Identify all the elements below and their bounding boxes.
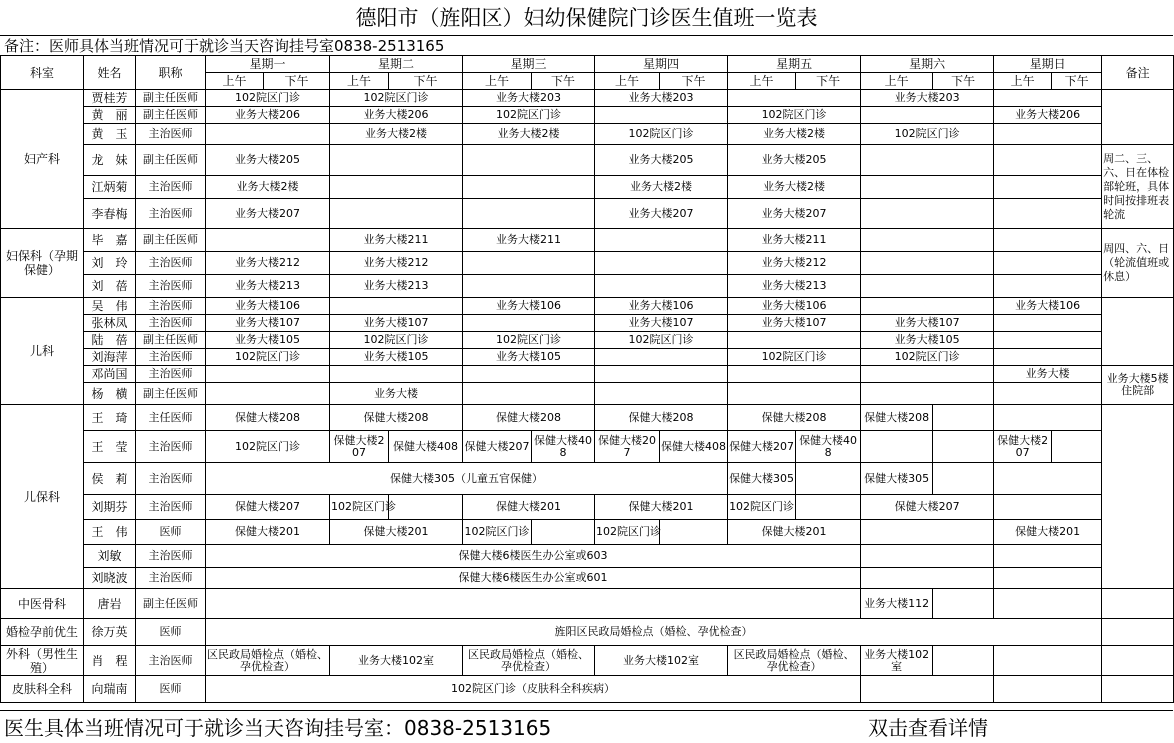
doctor-name: 黄 丽 [84, 107, 136, 124]
duty-cell [206, 383, 330, 405]
col-header-pm: 下午 [660, 73, 728, 90]
duty-cell [463, 252, 595, 275]
duty-cell: 业务大楼203 [861, 90, 994, 107]
duty-cell: 业务大楼105 [330, 349, 463, 366]
duty-cell: 保健大楼207 [861, 495, 994, 520]
duty-cell: 业务大楼207 [728, 199, 861, 229]
duty-cell [861, 568, 994, 589]
duty-cell: 102院区门诊 [595, 520, 660, 545]
duty-cell: 保健大楼201 [206, 520, 330, 545]
duty-cell: 保健大楼208 [728, 405, 861, 431]
duty-cell: 业务大楼2楼 [728, 176, 861, 199]
duty-cell [994, 589, 1102, 619]
duty-cell [994, 463, 1102, 495]
duty-cell: 保健大楼6楼医生办公室或603 [206, 545, 861, 568]
doctor-name: 王 伟 [84, 520, 136, 545]
remark-cell [1102, 90, 1174, 145]
doctor-name: 李春梅 [84, 199, 136, 229]
duty-cell: 保健大楼207 [728, 431, 796, 463]
duty-cell: 业务大楼213 [728, 275, 861, 298]
duty-cell: 业务大楼106 [728, 298, 861, 315]
duty-cell [933, 405, 994, 431]
duty-cell [861, 676, 994, 703]
duty-cell: 业务大楼107 [728, 315, 861, 332]
duty-cell: 保健大楼207 [994, 431, 1052, 463]
duty-cell: 保健大楼201 [994, 520, 1102, 545]
duty-cell: 业务大楼212 [206, 252, 330, 275]
duty-cell: 102院区门诊 [330, 90, 463, 107]
duty-cell: 业务大楼211 [463, 229, 595, 252]
duty-cell: 保健大楼305（儿童五官保健） [206, 463, 728, 495]
footer-bar [0, 710, 1173, 743]
duty-cell [861, 431, 933, 463]
duty-cell [728, 383, 861, 405]
duty-cell: 保健大楼208 [463, 405, 595, 431]
duty-cell [994, 383, 1102, 405]
col-header-name: 姓名 [84, 56, 136, 90]
duty-cell: 旌阳区民政局婚检点（婚检、孕优检查） [206, 619, 1102, 646]
doctor-title: 主治医师 [136, 124, 206, 145]
duty-cell: 业务大楼107 [206, 315, 330, 332]
duty-cell: 保健大楼201 [728, 520, 861, 545]
col-header-pm: 下午 [264, 73, 330, 90]
doctor-name: 贾桂芳 [84, 90, 136, 107]
duty-cell [933, 431, 994, 463]
duty-cell: 业务大楼212 [330, 252, 463, 275]
duty-cell: 保健大楼408 [796, 431, 861, 463]
duty-cell [994, 495, 1102, 520]
duty-cell: 业务大楼2楼 [728, 124, 861, 145]
doctor-name: 龙 妹 [84, 145, 136, 176]
duty-cell: 业务大楼211 [330, 229, 463, 252]
duty-cell: 业务大楼203 [595, 90, 728, 107]
duty-cell: 保健大楼201 [330, 520, 463, 545]
duty-cell: 保健大楼208 [330, 405, 463, 431]
remark-cell: 周四、六、日（轮流值班或休息） [1102, 229, 1174, 298]
doctor-name: 王 莹 [84, 431, 136, 463]
duty-cell: 业务大楼206 [994, 107, 1102, 124]
duty-cell: 业务大楼105 [463, 349, 595, 366]
duty-cell [463, 366, 595, 383]
col-header-fri: 星期五 [728, 56, 861, 73]
duty-cell: 102院区门诊 [861, 124, 994, 145]
col-header-am: 上午 [728, 73, 796, 90]
col-header-pm: 下午 [532, 73, 595, 90]
duty-cell: 保健大楼207 [463, 431, 532, 463]
duty-cell: 业务大楼106 [595, 298, 728, 315]
remark-cell [1102, 646, 1174, 676]
duty-cell [994, 405, 1102, 431]
doctor-title: 医师 [136, 520, 206, 545]
page-title: 德阳市（旌阳区）妇幼保健院门诊医生值班一览表 [0, 0, 1173, 36]
remark-cell: 周二、三、六、日在体检部轮班，具体时间按排班表轮流 [1102, 145, 1174, 229]
col-header-tue: 星期二 [330, 56, 463, 73]
duty-cell: 业务大楼106 [463, 298, 595, 315]
duty-cell: 保健大楼408 [660, 431, 728, 463]
duty-cell: 102院区门诊 [861, 349, 994, 366]
duty-schedule-table [0, 55, 1173, 710]
duty-cell: 保健大楼6楼医生办公室或601 [206, 568, 861, 589]
duty-cell [994, 145, 1102, 176]
duty-cell: 102院区门诊 [206, 90, 330, 107]
duty-cell: 业务大楼2楼 [330, 124, 463, 145]
doctor-title: 副主任医师 [136, 107, 206, 124]
duty-cell: 业务大楼106 [206, 298, 330, 315]
duty-cell [994, 676, 1102, 703]
doctor-name: 王 琦 [84, 405, 136, 431]
doctor-title: 副主任医师 [136, 383, 206, 405]
duty-cell: 保健大楼207 [206, 495, 330, 520]
doctor-title: 副主任医师 [136, 145, 206, 176]
duty-cell: 102院区门诊 [206, 349, 330, 366]
duty-cell: 业务大楼107 [861, 315, 994, 332]
duty-cell: 102院区门诊 [463, 332, 595, 349]
duty-cell [595, 229, 728, 252]
dept-cell: 中医骨科 [1, 589, 84, 619]
col-header-title: 职称 [136, 56, 206, 90]
doctor-name: 杨 横 [84, 383, 136, 405]
duty-cell: 业务大楼207 [595, 199, 728, 229]
duty-cell: 业务大楼213 [330, 275, 463, 298]
duty-cell: 102院区门诊 [595, 332, 728, 349]
duty-cell [330, 176, 463, 199]
doctor-name: 刘 蓓 [84, 275, 136, 298]
doctor-title: 主治医师 [136, 199, 206, 229]
duty-cell: 业务大楼205 [728, 145, 861, 176]
duty-cell [1052, 431, 1102, 463]
dept-cell: 妇产科 [1, 90, 84, 229]
duty-cell [861, 176, 994, 199]
doctor-name: 黄 玉 [84, 124, 136, 145]
doctor-title: 主治医师 [136, 431, 206, 463]
duty-cell: 业务大楼2楼 [595, 176, 728, 199]
duty-cell [994, 349, 1102, 366]
duty-cell [994, 275, 1102, 298]
duty-cell: 保健大楼208 [206, 405, 330, 431]
doctor-name: 吴 伟 [84, 298, 136, 315]
doctor-title: 主治医师 [136, 495, 206, 520]
remark-cell [1102, 298, 1174, 366]
duty-cell [861, 298, 994, 315]
duty-cell: 保健大楼305 [861, 463, 933, 495]
dept-cell: 皮肤科全科 [1, 676, 84, 703]
doctor-title: 主治医师 [136, 568, 206, 589]
duty-cell [463, 176, 595, 199]
duty-cell: 保健大楼408 [389, 431, 463, 463]
doctor-name: 刘晓波 [84, 568, 136, 589]
duty-cell [861, 252, 994, 275]
duty-cell [994, 252, 1102, 275]
col-header-am: 上午 [861, 73, 933, 90]
duty-cell: 区民政局婚检点（婚检、孕优检查） [463, 646, 595, 676]
duty-cell [933, 646, 994, 676]
duty-cell [728, 366, 861, 383]
consult-note: 备注：医师具体当班情况可于就诊当天咨询挂号室0838-2513165 [4, 37, 445, 55]
duty-cell: 业务大楼205 [595, 145, 728, 176]
duty-cell [861, 145, 994, 176]
doctor-title: 医师 [136, 676, 206, 703]
doctor-name: 侯 莉 [84, 463, 136, 495]
doctor-title: 副主任医师 [136, 589, 206, 619]
duty-cell [595, 107, 728, 124]
duty-cell [994, 332, 1102, 349]
doctor-title: 主治医师 [136, 315, 206, 332]
duty-cell: 保健大楼305 [728, 463, 796, 495]
duty-cell [933, 589, 994, 619]
duty-cell [206, 229, 330, 252]
doctor-title: 主治医师 [136, 463, 206, 495]
duty-cell: 业务大楼102室 [861, 646, 933, 676]
col-header-wed: 星期三 [463, 56, 595, 73]
duty-cell: 保健大楼208 [595, 405, 728, 431]
doctor-name: 江炳菊 [84, 176, 136, 199]
duty-cell [206, 124, 330, 145]
doctor-name: 刘期芬 [84, 495, 136, 520]
col-header-am: 上午 [330, 73, 389, 90]
duty-cell: 保健大楼201 [463, 495, 595, 520]
duty-cell: 业务大楼2楼 [206, 176, 330, 199]
doctor-title: 主治医师 [136, 252, 206, 275]
doctor-name: 陆 蓓 [84, 332, 136, 349]
duty-cell: 业务大楼207 [206, 199, 330, 229]
duty-cell: 102院区门诊 [330, 495, 389, 520]
col-header-remark: 备注 [1102, 56, 1174, 90]
duty-cell [595, 366, 728, 383]
duty-cell [206, 589, 861, 619]
duty-cell: 保健大楼201 [595, 495, 728, 520]
duty-cell [994, 199, 1102, 229]
col-header-pm: 下午 [933, 73, 994, 90]
doctor-name: 向瑞南 [84, 676, 136, 703]
doctor-name: 刘海萍 [84, 349, 136, 366]
duty-cell: 102院区门诊 [463, 520, 532, 545]
duty-cell [660, 520, 728, 545]
duty-cell [206, 366, 330, 383]
doctor-title: 主任医师 [136, 405, 206, 431]
duty-cell: 102院区门诊 [728, 495, 796, 520]
doctor-title: 主治医师 [136, 646, 206, 676]
duty-cell [861, 229, 994, 252]
col-header-pm: 下午 [796, 73, 861, 90]
duty-cell [994, 568, 1102, 589]
duty-cell [595, 252, 728, 275]
doctor-title: 主治医师 [136, 545, 206, 568]
duty-cell: 业务大楼107 [330, 315, 463, 332]
duty-cell [796, 463, 861, 495]
duty-cell: 102院区门诊 [463, 107, 595, 124]
duty-cell [463, 199, 595, 229]
doctor-name: 刘敏 [84, 545, 136, 568]
duty-cell: 102院区门诊 [595, 124, 728, 145]
remark-cell [1102, 405, 1174, 589]
doctor-title: 副主任医师 [136, 229, 206, 252]
duty-cell: 业务大楼205 [206, 145, 330, 176]
duty-cell [861, 199, 994, 229]
duty-cell: 102院区门诊（皮肤科全科疾病） [206, 676, 861, 703]
duty-cell [532, 520, 595, 545]
duty-cell: 102院区门诊 [206, 431, 330, 463]
duty-cell [933, 463, 994, 495]
col-header-am: 上午 [206, 73, 264, 90]
duty-cell: 业务大楼102室 [595, 646, 728, 676]
duty-cell [330, 145, 463, 176]
remark-cell [1102, 589, 1174, 619]
footer-consult-text: 医生具体当班情况可于就诊当天咨询挂号室：0838-2513165 [4, 716, 552, 740]
doctor-name: 张林凤 [84, 315, 136, 332]
duty-cell [994, 315, 1102, 332]
doctor-name: 邓尚国 [84, 366, 136, 383]
duty-cell: 业务大楼105 [861, 332, 994, 349]
doctor-title: 医师 [136, 619, 206, 646]
duty-cell: 业务大楼211 [728, 229, 861, 252]
duty-cell [861, 275, 994, 298]
col-header-thu: 星期四 [595, 56, 728, 73]
duty-cell [861, 383, 994, 405]
doctor-title: 副主任医师 [136, 90, 206, 107]
doctor-name: 唐岩 [84, 589, 136, 619]
remark-cell [1102, 676, 1174, 703]
col-header-sun: 星期日 [994, 56, 1102, 73]
doctor-title: 主治医师 [136, 275, 206, 298]
col-header-sat: 星期六 [861, 56, 994, 73]
duty-cell: 102院区门诊 [728, 107, 861, 124]
duty-cell: 业务大楼105 [206, 332, 330, 349]
duty-cell: 业务大楼203 [463, 90, 595, 107]
duty-cell: 保健大楼408 [532, 431, 595, 463]
duty-cell: 业务大楼213 [206, 275, 330, 298]
duty-cell: 102院区门诊 [330, 332, 463, 349]
duty-cell: 业务大楼106 [994, 298, 1102, 315]
duty-cell [595, 349, 728, 366]
duty-cell: 保健大楼207 [330, 431, 389, 463]
duty-cell: 保健大楼207 [595, 431, 660, 463]
col-header-am: 上午 [994, 73, 1052, 90]
dept-cell: 妇保科（孕期保健） [1, 229, 84, 298]
dept-cell: 儿科 [1, 298, 84, 405]
doctor-name: 肖 程 [84, 646, 136, 676]
duty-cell [994, 229, 1102, 252]
duty-cell: 业务大楼212 [728, 252, 861, 275]
duty-cell [994, 90, 1102, 107]
dept-cell: 外科（男性生殖） [1, 646, 84, 676]
dept-cell: 儿保科 [1, 405, 84, 589]
doctor-name: 徐万英 [84, 619, 136, 646]
doctor-title: 副主任医师 [136, 332, 206, 349]
duty-cell [796, 495, 861, 520]
dept-cell: 婚检孕前优生 [1, 619, 84, 646]
duty-cell: 保健大楼208 [861, 405, 933, 431]
duty-cell [389, 495, 463, 520]
duty-cell [994, 176, 1102, 199]
doctor-name: 毕 嘉 [84, 229, 136, 252]
doctor-title: 主治医师 [136, 298, 206, 315]
duty-cell: 业务大楼 [994, 366, 1102, 383]
duty-cell [728, 90, 861, 107]
duty-cell [994, 545, 1102, 568]
doctor-title: 主治医师 [136, 176, 206, 199]
col-header-mon: 星期一 [206, 56, 330, 73]
duty-cell: 业务大楼 [330, 383, 463, 405]
duty-cell: 业务大楼206 [206, 107, 330, 124]
duty-cell: 业务大楼206 [330, 107, 463, 124]
duty-cell [595, 383, 728, 405]
col-header-dept: 科室 [1, 56, 84, 90]
remark-cell [1102, 619, 1174, 646]
duty-cell [595, 275, 728, 298]
remark-cell: 业务大楼5楼住院部 [1102, 366, 1174, 405]
duty-cell [861, 545, 994, 568]
duty-cell [994, 124, 1102, 145]
duty-cell [330, 298, 463, 315]
duty-cell: 业务大楼107 [595, 315, 728, 332]
col-header-pm: 下午 [1052, 73, 1102, 90]
duty-cell: 业务大楼112 [861, 589, 933, 619]
duty-cell [330, 366, 463, 383]
col-header-am: 上午 [595, 73, 660, 90]
duty-cell [861, 366, 994, 383]
doctor-title: 主治医师 [136, 366, 206, 383]
duty-cell: 102院区门诊 [728, 349, 861, 366]
col-header-pm: 下午 [389, 73, 463, 90]
view-details-link[interactable]: 双击查看详情 [868, 716, 988, 740]
duty-cell: 区民政局婚检点（婚检、孕优检查） [206, 646, 330, 676]
duty-cell [463, 315, 595, 332]
doctor-name: 刘 玲 [84, 252, 136, 275]
duty-cell [994, 646, 1102, 676]
duty-cell [463, 275, 595, 298]
duty-cell: 区民政局婚检点（婚检、孕优检查） [728, 646, 861, 676]
duty-cell [463, 383, 595, 405]
duty-cell [861, 107, 994, 124]
col-header-am: 上午 [463, 73, 532, 90]
duty-cell: 业务大楼102室 [330, 646, 463, 676]
duty-cell [728, 332, 861, 349]
duty-cell: 业务大楼2楼 [463, 124, 595, 145]
duty-cell [463, 145, 595, 176]
duty-cell [861, 520, 994, 545]
duty-cell [330, 199, 463, 229]
doctor-title: 主治医师 [136, 349, 206, 366]
